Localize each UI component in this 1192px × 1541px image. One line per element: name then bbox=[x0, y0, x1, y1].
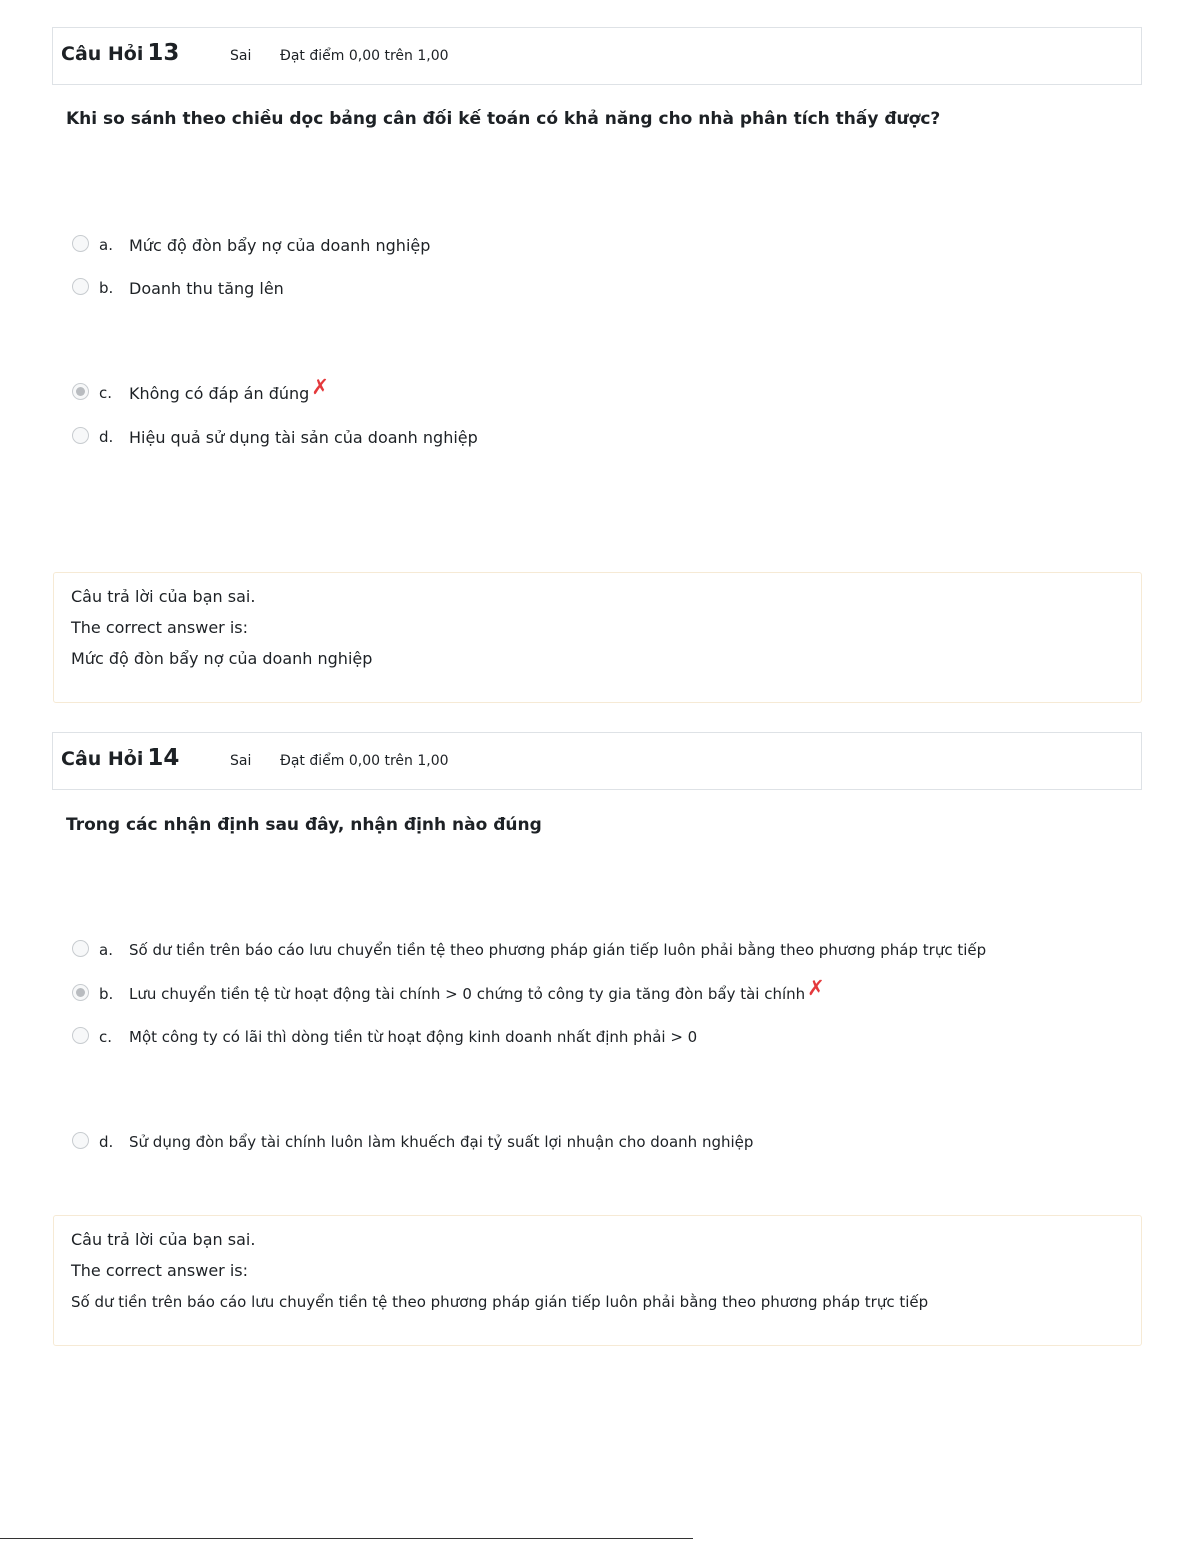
correct-answer-text: Số dư tiền trên báo cáo lưu chuyển tiền tệ theo phương pháp gián tiếp luôn phải bằng theo phương pháp trực tiếp bbox=[71, 1293, 929, 1311]
option-text: Số dư tiền trên báo cáo lưu chuyển tiền tệ theo phương pháp gián tiếp luôn phải bằng theo phương pháp trực tiếp bbox=[129, 941, 987, 959]
option-letter: b. bbox=[99, 279, 114, 297]
radio-button-selected[interactable] bbox=[72, 383, 89, 400]
question-info-box bbox=[52, 732, 1142, 790]
option-text: Không có đáp án đúng bbox=[129, 383, 310, 403]
feedback-result: Câu trả lời của bạn sai. bbox=[71, 1230, 256, 1249]
radio-button[interactable] bbox=[72, 1027, 89, 1044]
option-text: Mức độ đòn bẩy nợ của doanh nghiệp bbox=[129, 235, 431, 255]
incorrect-icon: ✗ bbox=[807, 975, 825, 1000]
option-text: Sử dụng đòn bẩy tài chính luôn làm khuếch đại tỷ suất lợi nhuận cho doanh nghiệp bbox=[129, 1133, 754, 1151]
answer-option-a[interactable] bbox=[72, 233, 430, 257]
question-state: Sai bbox=[230, 753, 252, 769]
radio-button[interactable] bbox=[72, 427, 89, 444]
feedback-box bbox=[53, 572, 1142, 703]
answer-option-d[interactable] bbox=[72, 425, 478, 449]
question-state: Sai bbox=[230, 48, 252, 64]
radio-button[interactable] bbox=[72, 1132, 89, 1149]
answer-option-c[interactable] bbox=[72, 1025, 697, 1049]
question-number: 13 bbox=[147, 40, 180, 66]
answer-option-d[interactable] bbox=[72, 1130, 753, 1154]
radio-button[interactable] bbox=[72, 940, 89, 957]
answer-option-b[interactable] bbox=[72, 975, 825, 1006]
correct-answer-label: The correct answer is: bbox=[71, 1261, 248, 1280]
question-grade: Đạt điểm 0,00 trên 1,00 bbox=[280, 48, 449, 64]
divider bbox=[0, 1538, 693, 1539]
answer-option-c[interactable] bbox=[72, 374, 329, 405]
question-label: Câu Hỏi 14 bbox=[61, 745, 180, 771]
correct-answer-text: Mức độ đòn bẩy nợ của doanh nghiệp bbox=[71, 649, 373, 668]
feedback-result: Câu trả lời của bạn sai. bbox=[71, 587, 256, 606]
option-letter: b. bbox=[99, 985, 114, 1003]
option-letter: d. bbox=[99, 428, 114, 446]
option-text: Hiệu quả sử dụng tài sản của doanh nghiệp bbox=[129, 427, 478, 447]
answer-option-b[interactable] bbox=[72, 276, 284, 300]
option-text: Lưu chuyển tiền tệ từ hoạt động tài chính > 0 chứng tỏ công ty gia tăng đòn bẩy tài chính bbox=[129, 985, 806, 1003]
answer-option-a[interactable] bbox=[72, 938, 986, 962]
correct-answer-label: The correct answer is: bbox=[71, 618, 248, 637]
radio-button[interactable] bbox=[72, 235, 89, 252]
incorrect-icon: ✗ bbox=[311, 374, 329, 399]
question-info-box bbox=[52, 27, 1142, 85]
question-text: Trong các nhận định sau đây, nhận định nào đúng bbox=[66, 815, 542, 835]
option-letter: d. bbox=[99, 1133, 114, 1151]
radio-button-selected[interactable] bbox=[72, 984, 89, 1001]
option-letter: c. bbox=[99, 384, 113, 402]
question-label: Câu Hỏi 13 bbox=[61, 40, 180, 66]
radio-button[interactable] bbox=[72, 278, 89, 295]
option-text: Doanh thu tăng lên bbox=[129, 278, 284, 298]
option-letter: a. bbox=[99, 941, 113, 959]
option-letter: a. bbox=[99, 236, 113, 254]
question-text: Khi so sánh theo chiều dọc bảng cân đối kế toán có khả năng cho nhà phân tích thấy được? bbox=[66, 109, 941, 129]
question-grade: Đạt điểm 0,00 trên 1,00 bbox=[280, 753, 449, 769]
feedback-box bbox=[53, 1215, 1142, 1346]
option-text: Một công ty có lãi thì dòng tiền từ hoạt động kinh doanh nhất định phải > 0 bbox=[129, 1028, 698, 1046]
option-letter: c. bbox=[99, 1028, 113, 1046]
question-number: 14 bbox=[147, 745, 180, 771]
